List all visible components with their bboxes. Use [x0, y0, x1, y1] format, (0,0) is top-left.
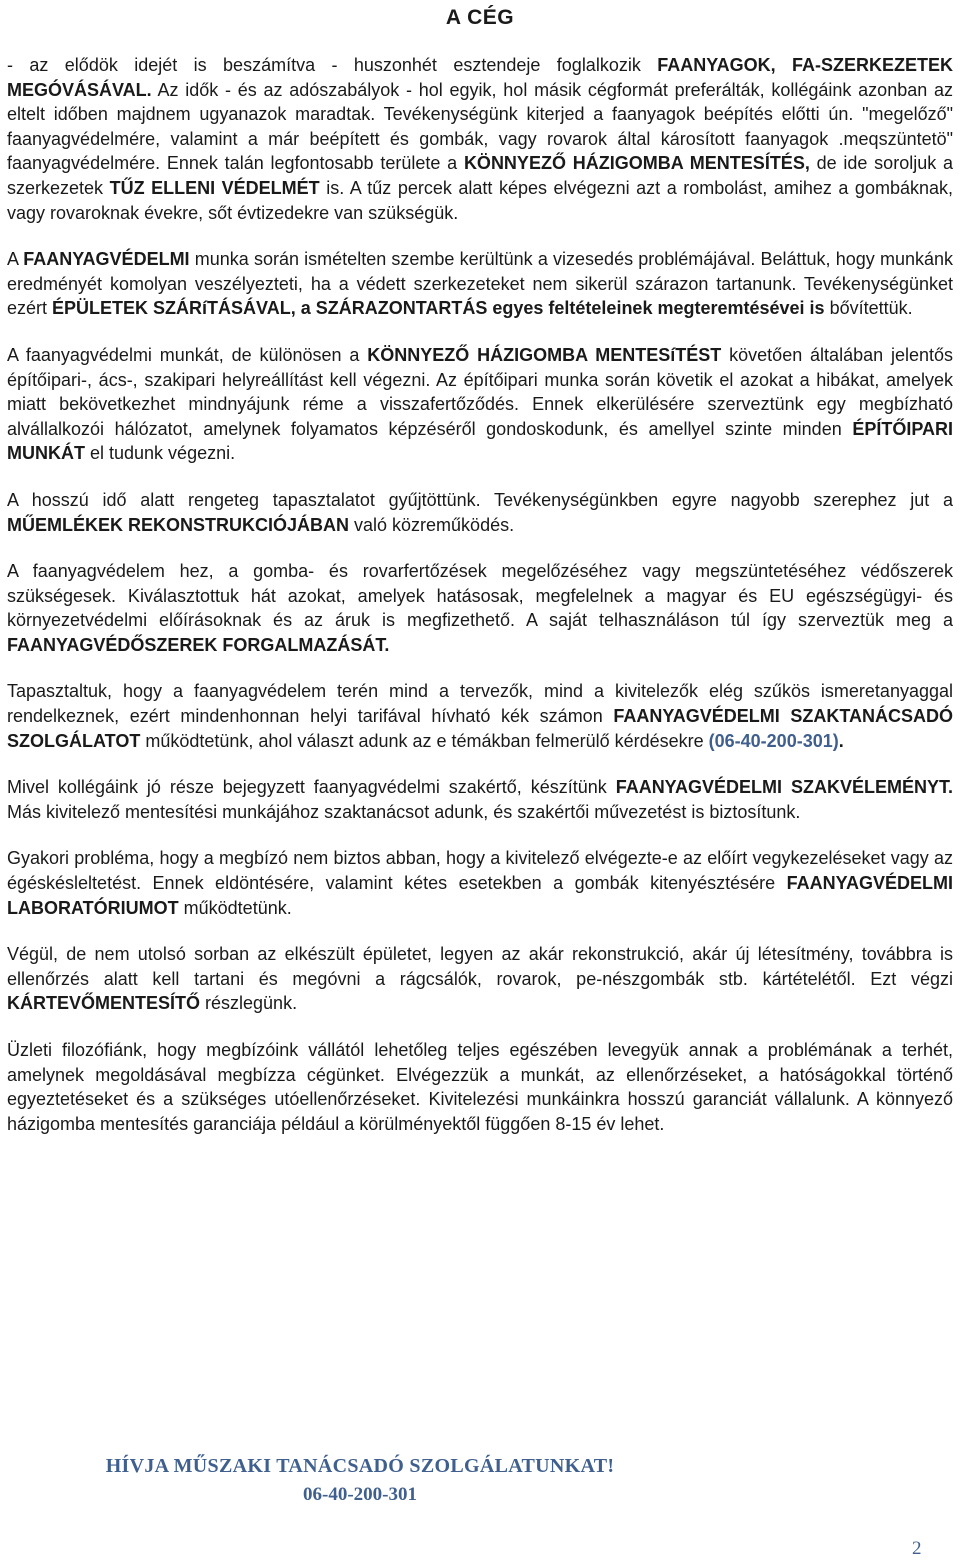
body-paragraph — [7, 53, 953, 225]
paragraph-text: részlegünk. — [200, 993, 298, 1014]
paragraph-text: A faanyagvédelmi munkát, de különösen a — [7, 344, 368, 365]
emphasized-text: ÉPÍTŐIPARI MUNKÁT — [7, 418, 953, 464]
paragraph-text: működtetünk, ahol választ adunk az e témákban felmerülő kérdésekre — [140, 730, 709, 751]
emphasized-text: FAANYAGVÉDELMI — [23, 249, 190, 270]
paragraph-text: Az idők - és az adószabályok - hol egyik, hol másik cégformát preferálták, kollégáink azonban az eltelt időben majdnem ugyanazok maradtak. Tevékenységünk kiterjed a faanyagok beépítés előtti ún. "megelőző" faanyagvédelmére, valamint a már beépített és gombák, vagy rovarok által károsított faanyagok .meqszüntetö" faanyagvédelmére. Ennek talán legfontosabb területe a — [7, 79, 953, 174]
emphasized-text: FAANYAGOK, FA-SZERKEZETEK MEGÓVÁSÁVAL. — [7, 55, 953, 100]
paragraph-text: működtetünk. — [178, 897, 292, 918]
body-paragraph — [7, 942, 953, 1016]
emphasized-text: FAANYAGVÉDELMI LABORATÓRIUMOT — [7, 873, 953, 918]
body-paragraph — [7, 247, 953, 321]
paragraph-text: bővítettük. — [824, 298, 913, 319]
page-title: A CÉG — [445, 6, 515, 29]
paragraph-text: való közreműködés. — [349, 514, 515, 535]
body-paragraph — [7, 343, 953, 466]
emphasized-text: FAANYAGVÉDŐSZEREK FORGALMAZÁSÁT. — [7, 634, 390, 655]
paragraph-text: Mivel kollégáink jó része bejegyzett faanyagvédelmi szakértő, készítünk — [7, 777, 616, 798]
paragraph-text: is. A tűz percek alatt képes elvégezni azt a rombolást, amihez a gombáknak, vagy rovaroknak évekre, sőt évtizedekre van szükségük. — [7, 177, 953, 223]
body-paragraph — [7, 775, 953, 824]
body-paragraph — [7, 846, 953, 920]
emphasized-text: KÖNNYEZŐ HÁZIGOMBA MENTESÍTÉS, — [463, 153, 810, 174]
paragraph-text: de ide soroljuk a szerkezetek — [7, 153, 953, 198]
emphasized-text: TŰZ ELLENI VÉDELMÉT — [109, 177, 320, 198]
paragraph-text: Üzleti filozófiánk, hogy megbízóink vállától lehetőleg teljes egészében levegyük annak a problémának a terhét, amelynek megoldásával megbízza cégünket. Elvégezzük a munkát, az ellenőrzéseket, a hatóságokkal történő egyeztetéseket és a szükséges utóellenőrzéseket. Kivitelezési munkáinkra hosszú garanciát vállalunk. A könnyező házigomba mentesítés garanciája például a körülményektől függően 8-15 év lehet. — [7, 1040, 953, 1134]
paragraph-text: Tapasztaltuk, hogy a faanyagvédelem terén mind a tervezők, mind a kivitelezők elég szűkös ismeretanyaggal rendelkeznek, ezért mindenhonnan helyi tarifával hívható kék számon — [7, 681, 953, 727]
paragraph-text: Végül, de nem utolsó sorban az elkészült épületet, legyen az akár rekonstrukció, akár új létesítmény, továbbra is ellenőrzés alatt kell tartani és megóvni a rágcsálók, rovarok, pe-nészgombák stb. kártételétől. Ezt végzi — [7, 944, 953, 989]
phone-number-text: (06-40-200-301) — [708, 730, 839, 751]
paragraph-text: A hosszú idő alatt rengeteg tapasztalatot gyűjtöttünk. Tevékenységünkben egyre nagyobb szerephez jut a — [7, 489, 953, 510]
document-body — [7, 53, 953, 1136]
body-paragraph — [7, 679, 953, 753]
paragraph-text: A — [7, 249, 24, 270]
paragraph-text: követően általában jelentős építőipari-, ács-, szakipari helyreállítást kell végezni. Az építőipari munka során követik el azokat a hibákat, amelyek miatt bekövetkezhet mindnyájunk réme a visszafertőződés. Ennek elkerülésére szerveztünk egy megbízható alvállalkozói hálózatot, amelynek folyamatos képzéséről gondoskodunk, és amellyel szinte minden — [7, 344, 953, 439]
paragraph-text: A faanyagvédelem hez, a gomba- és rovarfertőzések megelőzéséhez vagy megszüntetéséhez védőszerek szükségesek. Kiválasztottuk hát azokat, amelyek hatásosak, megfelelnek a magyar és EU egészségügyi- és környezetvédelmi előírásoknak és az áruk is megfizethető. A saját telhasználáson túl így szerveztük meg a — [7, 561, 953, 631]
paragraph-text: Más kivitelező mentesítési munkájához szaktanácsot adunk, és szakértői művezetést is biztosítunk. — [7, 801, 801, 822]
footer-call-to-action: HÍVJA MŰSZAKI TANÁCSADÓ SZOLGÁLATUNKAT! — [105, 1455, 615, 1477]
footer-phone-number: 06-40-200-301 — [303, 1484, 417, 1505]
emphasized-text: KÖNNYEZŐ HÁZIGOMBA MENTESíTÉST — [367, 344, 722, 365]
paragraph-text: Gyakori probléma, hogy a megbízó nem biztos abban, hogy a kivitelező elvégezte-e az előírt vegykezeléseket vagy az égéskésleltetést. Ennek eldöntésére, valamint kétes esetekben a gombák kitenyésztésére — [7, 848, 953, 894]
body-paragraph — [7, 488, 953, 537]
emphasized-text: ÉPÜLETEK SZÁRíTÁSÁVAL, a SZÁRAZONTARTÁS egyes feltételeinek megteremtésévei is — [52, 298, 825, 319]
body-paragraph — [7, 1038, 953, 1136]
page-number: 2 — [912, 1538, 922, 1559]
paragraph-text: el tudunk végezni. — [85, 443, 236, 464]
paragraph-text: munka során ismételten szembe kerültünk a vizesedés problémájával. Beláttuk, hogy munkánk eredményét komolyan veszélyezteti, ha a védett szerkezeteket nem sikerül szárazon tartanunk. Tevékenységünket ezért — [7, 249, 953, 319]
emphasized-text: . — [838, 730, 844, 751]
body-paragraph — [7, 559, 953, 657]
emphasized-text: FAANYAGVÉDELMI SZAKTANÁCSADÓ SZOLGÁLATOT — [7, 706, 953, 751]
emphasized-text: MŰEMLÉKEK REKONSTRUKCIÓJÁBAN — [7, 514, 350, 535]
paragraph-text: - az elődök idejét is beszámítva - huszonhét esztendeje foglalkozik — [7, 55, 658, 75]
emphasized-text: KÁRTEVŐMENTESÍTŐ — [7, 993, 201, 1014]
emphasized-text: FAANYAGVÉDELMI SZAKVÉLEMÉNYT. — [615, 777, 953, 798]
